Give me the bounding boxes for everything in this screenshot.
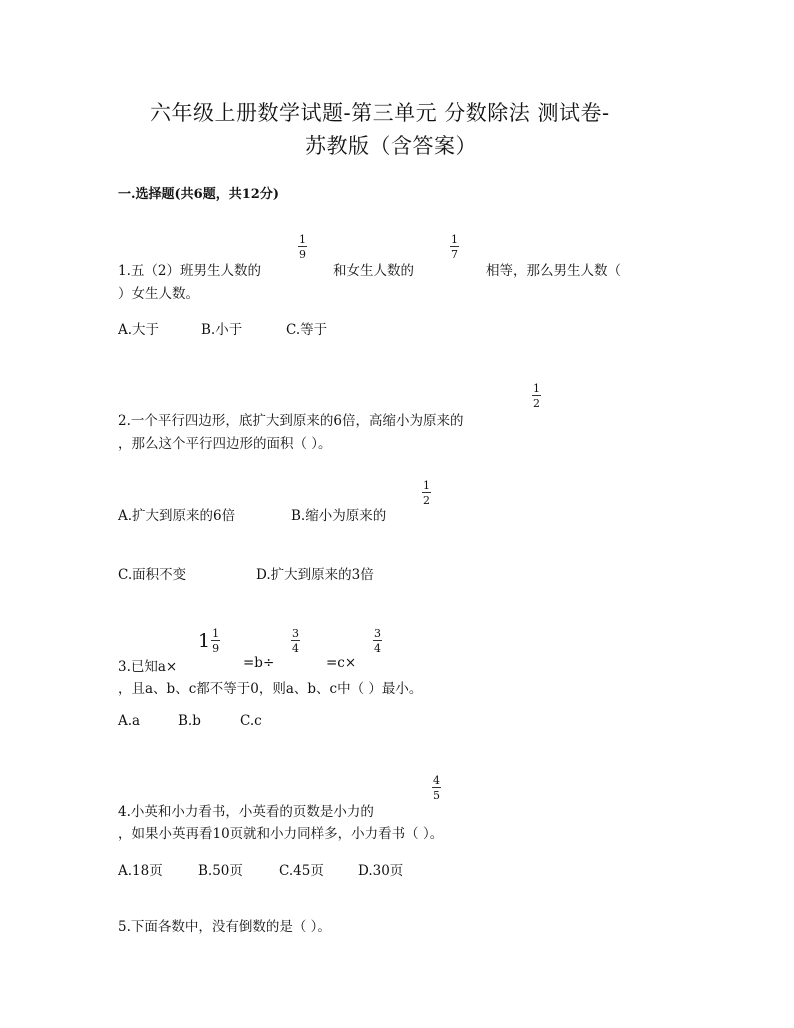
q1-frac2-denominator: 7 — [451, 248, 458, 261]
q3-frac2-numerator: 3 — [292, 627, 299, 640]
q2-fraction — [532, 383, 541, 409]
q1-frac2-numerator: 1 — [451, 233, 458, 246]
q4-option-a[interactable]: A.18页 — [118, 863, 163, 879]
q1-frac1-denominator: 9 — [299, 248, 306, 261]
q2-text-part1: 2.一个平行四边形，底扩大到原来的6倍，高缩小为原来的 — [118, 413, 464, 429]
q3-text-part3: =c× — [326, 655, 357, 671]
q3-fraction-2 — [291, 628, 300, 654]
q3-text-part2: =b÷ — [243, 655, 275, 671]
q3-frac3-denominator: 4 — [374, 642, 381, 655]
q2-frac-numerator: 1 — [533, 382, 540, 395]
q1-text-part2: 和女生人数的 — [333, 263, 414, 279]
q2-option-b-fraction — [422, 480, 431, 506]
q3-option-c[interactable]: C.c — [240, 713, 262, 729]
q3-mixed-number — [198, 628, 220, 654]
q4-option-b[interactable]: B.50页 — [198, 863, 243, 879]
q1-fraction-2 — [450, 234, 459, 260]
q1-text-part3: 相等，那么男生人数（ — [486, 263, 621, 279]
q4-text-part1: 4.小英和小力看书，小英看的页数是小力的 — [118, 804, 374, 820]
q1-text-line2: ）女生人数。 — [118, 286, 199, 302]
q1-option-c[interactable]: C.等于 — [286, 322, 328, 338]
title-line-1: 六年级上册数学试题-第三单元 分数除法 测试卷- — [150, 101, 610, 125]
question-5: 5.下面各数中，没有倒数的是（ ）。 — [118, 919, 331, 935]
q3-mixed-denominator: 9 — [212, 642, 220, 655]
q3-mixed-whole: 1 — [198, 630, 211, 652]
title-line-2: 苏教版（含答案） — [305, 134, 477, 158]
q3-mixed-numerator: 1 — [212, 627, 220, 640]
q2-option-d[interactable]: D.扩大到原来的3倍 — [256, 567, 374, 583]
q3-option-b[interactable]: B.b — [178, 713, 201, 729]
q4-option-d[interactable]: D.30页 — [358, 863, 404, 879]
q4-fraction — [432, 775, 441, 801]
q1-fraction-1 — [298, 234, 307, 260]
q3-mixed-fraction — [211, 628, 220, 654]
q4-option-c[interactable]: C.45页 — [279, 863, 324, 879]
q1-option-a[interactable]: A.大于 — [118, 322, 160, 338]
q2-option-a[interactable]: A.扩大到原来的6倍 — [118, 508, 236, 524]
q4-frac-denominator: 5 — [433, 789, 440, 802]
q3-frac2-denominator: 4 — [292, 642, 299, 655]
q2-optb-frac-numerator: 1 — [423, 479, 430, 492]
q1-text-part1: 1.五（2）班男生人数的 — [118, 263, 261, 279]
q3-fraction-3 — [373, 628, 382, 654]
q2-option-b[interactable]: B.缩小为原来的 — [291, 508, 387, 524]
q1-frac1-numerator: 1 — [299, 233, 306, 246]
q3-frac3-numerator: 3 — [374, 627, 381, 640]
q2-option-c[interactable]: C.面积不变 — [118, 567, 187, 583]
q3-text-line2: ，且a、b、c都不等于0，则a、b、c中（ ）最小。 — [118, 681, 423, 697]
section-heading: 一.选择题(共6题，共12分) — [118, 187, 279, 202]
q2-frac-denominator: 2 — [533, 397, 540, 410]
q3-option-a[interactable]: A.a — [118, 713, 141, 729]
q2-optb-frac-denominator: 2 — [423, 494, 430, 507]
q4-text-line2: ，如果小英再看10页就和小力同样多，小力看书（ ）。 — [118, 826, 444, 842]
q2-text-line2: ，那么这个平行四边形的面积（ ）。 — [118, 436, 332, 452]
q3-text-part1: 3.已知a× — [118, 659, 178, 675]
q1-option-b[interactable]: B.小于 — [201, 322, 243, 338]
q4-frac-numerator: 4 — [433, 774, 440, 787]
